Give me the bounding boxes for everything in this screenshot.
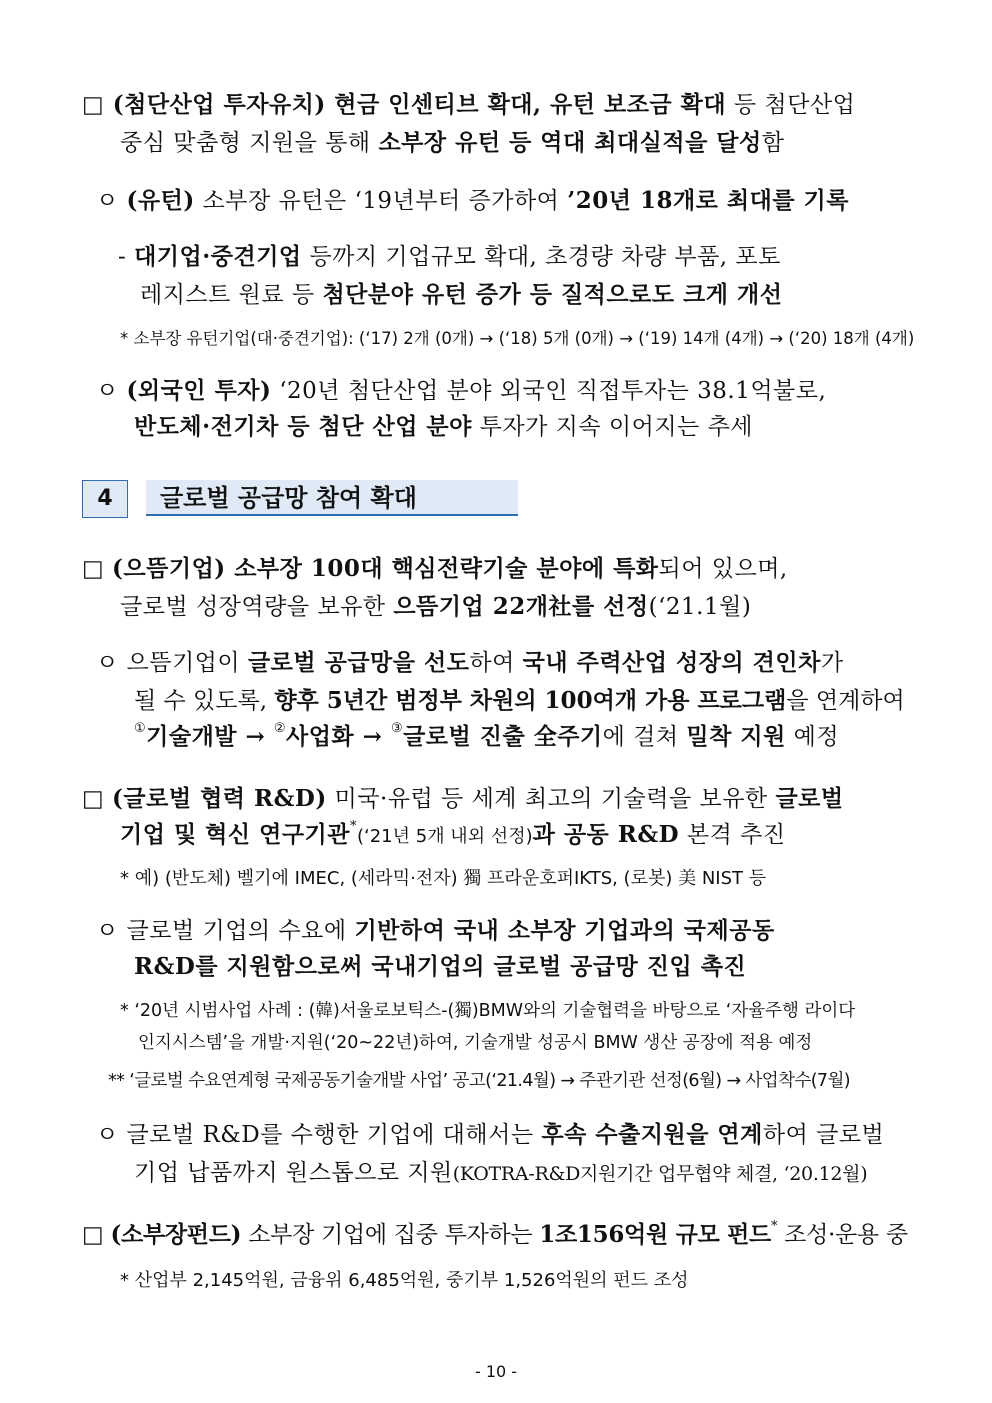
text: ㅇ [96,188,127,214]
uturn-line [96,186,849,216]
text: □ [82,1222,111,1248]
text: 투자가 지속 이어지는 추세 [471,414,754,440]
text: 향후 5년간 범정부 차원의 100여개 가용 프로그램 [274,687,787,714]
text: (외국인 투자) [126,377,272,404]
text: 대기업·중견기업 [134,243,302,270]
uturn-note: * 소부장 유턴기업(대·중견기업): (‘17) 2개 (0개) → (‘18) 5개 (0개) → (‘19) 14개 (4개) → (‘20) 18개 (4개) [120,329,915,348]
text: 함 [761,130,785,156]
asterisk: * [349,819,357,834]
pilot-note-line2: 인지시스템’을 개발·지원(‘20~22년)하여, 기술개발 성공시 BMW 생산 공장에 적용 예정 [138,1033,813,1053]
text: 기업 및 혁신 연구기관 [120,821,350,848]
text: 글로벌 공급망을 선도 [247,649,470,676]
export-support-line2 [134,1158,867,1189]
text: (소부장펀드) [110,1221,242,1248]
uturn-detail-line2 [140,280,782,310]
text: (KOTRA-R&D지원기간 업무협약 체결, ‘20.12월) [452,1163,868,1185]
text: 중심 맞춤형 지원을 통해 [120,130,379,156]
text: 현금 인센티브 확대, 유턴 보조금 확대 [334,91,727,118]
asterisk: * [770,1219,778,1234]
text: 소부장 기업에 집중 투자하는 [241,1222,540,1248]
top-company-support-line1 [96,648,844,678]
uturn-detail-line1 [118,242,781,272]
text: - [118,244,135,270]
text: 하여 [469,650,523,676]
text: □ [82,786,113,812]
text: 기반하여 국내 소부장 기업과의 국제공동 [354,917,775,944]
page-number: - 10 - [474,1362,518,1381]
text: 과 공동 R&D [532,821,680,848]
text: ㅇ 으뜸기업이 [96,650,248,676]
top-company-line2 [120,592,751,622]
text: R&D를 지원함으로써 국내기업의 글로벌 공급망 진입 촉진 [134,953,747,980]
text: 기업 납품까지 원스톱으로 지원 [134,1160,453,1186]
text: 기술개발 → [146,723,274,750]
text: 국내 주력산업 성장의 견인차 [522,649,821,676]
text: 첨단분야 유턴 증가 등 질적으로도 크게 개선 [322,281,783,308]
text: ’20년 18개로 최대를 기록 [567,187,849,214]
global-rnd-line1 [82,784,844,814]
text: 예정 [785,724,840,750]
text: (으뜸기업) 소부장 100대 핵심전략기술 분야에 특화 [112,555,659,582]
text: 반도체·전기차 등 첨단 산업 분야 [134,413,472,440]
text: 등 첨단산업 [726,92,856,118]
foreign-investment-line1 [96,376,826,406]
text: 후속 수출지원을 연계 [541,1121,763,1148]
text: 등까지 기업규모 확대, 초경량 차량 부품, 포토 [301,244,781,270]
text: 글로벌 성장역량을 보유한 [120,594,394,620]
section-title: 글로벌 공급망 참여 확대 [146,480,518,516]
pilot-note-line1: * ‘20년 시범사업 사례 : (韓)서울로보틱스-(獨)BMW와의 기술협력을 바탕으로 ‘자율주행 라이다 [120,1001,856,1021]
fund-note: * 산업부 2,145억원, 금융위 6,485억원, 중기부 1,526억원의 펀드 조성 [120,1270,689,1291]
text: (글로벌 협력 R&D) [112,785,327,812]
text: 소부장 유턴 등 역대 최대실적을 달성 [378,129,762,156]
text: 되어 있으며, [658,556,788,582]
para-investment-line1 [82,90,855,120]
circled-2: ② [273,721,286,736]
global-demand-line1 [96,916,775,946]
text: 글로벌 [775,785,844,812]
text: 조성·운용 중 [777,1222,908,1248]
text: 에 걸쳐 [602,724,687,750]
text: (유턴) [126,187,195,214]
global-rnd-note: * 예) (반도체) 벨기에 IMEC, (세라믹·전자) 獨 프라운호퍼IKTS, (로봇) 美 NIST 등 [120,868,767,889]
text: ㅇ 글로벌 기업의 수요에 [96,918,355,944]
text: □ [82,556,113,582]
section-header [82,480,518,518]
text: 미국·유럽 등 세계 최고의 기술력을 보유한 [326,786,776,812]
circled-1: ① [134,721,147,736]
text: ㅇ 글로벌 R&D를 수행한 기업에 대해서는 [96,1122,542,1148]
text: (‘21년 5개 내외 선정) [356,826,533,847]
text: 본격 추진 [679,822,786,848]
text: 1조156억원 규모 펀드 [539,1221,771,1248]
text: ㅇ [96,378,127,404]
text: □ (첨단산업 투자유치) [82,91,335,118]
text: 하여 글로벌 [762,1122,885,1148]
text: 사업화 → [285,723,391,750]
text: 될 수 있도록, [134,688,275,714]
top-company-support-line3 [134,722,839,752]
global-rnd-line2 [120,820,786,850]
text: 글로벌 진출 全주기 [403,723,603,750]
top-company-line1 [82,554,788,584]
top-company-support-line2 [134,686,905,716]
text: 소부장 유턴은 ‘19년부터 증가하여 [194,188,568,214]
text: 으뜸기업 22개社를 선정 [393,593,649,620]
section-number: 4 [82,480,128,518]
circled-3: ③ [390,721,404,736]
text: (‘21.1월) [648,594,752,620]
global-demand-line2 [134,952,746,982]
foreign-investment-line2 [134,412,753,442]
export-support-line1 [96,1120,884,1150]
fund-line [82,1220,908,1250]
text: 을 연계하여 [786,688,905,714]
text: 레지스트 원료 등 [140,282,323,308]
text: 가 [820,650,844,676]
text: 밀착 지원 [686,723,786,750]
announcement-note: ** ‘글로벌 수요연계형 국제공동기술개발 사업’ 공고(‘21.4월) → 주관기관 선정(6월) → 사업착수(7월) [108,1071,851,1091]
text: ‘20년 첨단산업 분야 외국인 직접투자는 38.1억불로, [271,378,827,404]
para-investment-line2 [120,128,784,158]
